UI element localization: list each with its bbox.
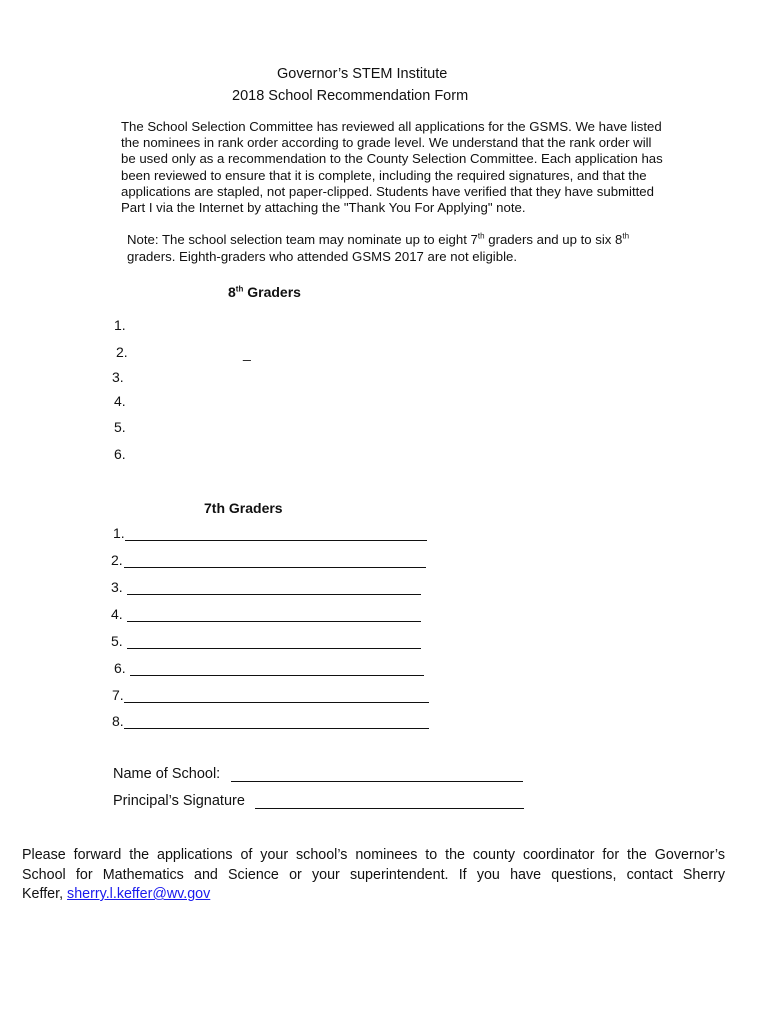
school-name-line[interactable]	[231, 781, 523, 782]
eighth-item-2: 2.	[116, 344, 128, 360]
seventh-item-6: 6.	[114, 660, 126, 676]
eighth-item-4: 4.	[114, 393, 126, 409]
form-title: Governor’s STEM Institute	[277, 66, 448, 82]
stray-underscore: _	[243, 345, 251, 361]
seventh-line-7[interactable]	[124, 702, 429, 703]
note-line-1: Note: The school selection team may nominate up to eight 7th graders and up to six 8th	[127, 231, 630, 247]
seventh-line-5[interactable]	[127, 648, 421, 649]
intro-line: Part I via the Internet by attaching the "Thank You For Applying" note.	[121, 200, 526, 216]
eighth-item-6: 6.	[114, 446, 126, 462]
seventh-item-2: 2.	[111, 552, 123, 568]
footer-line-3: Keffer, sherry.l.keffer@wv.gov	[22, 886, 211, 902]
eighth-item-3: 3.	[112, 369, 124, 385]
seventh-item-4: 4.	[111, 606, 123, 622]
footer-line-1: Please forward the applications of your school’s nominees to the county coordinator for the Governor’s	[22, 847, 725, 863]
intro-line: The School Selection Committee has reviewed all applications for the GSMS. We have listed	[121, 119, 662, 134]
seventh-item-5: 5.	[111, 633, 123, 649]
intro-line: the nominees in rank order according to grade level. We understand that the rank order will	[121, 135, 652, 151]
seventh-item-1: 1.	[113, 525, 125, 541]
eighth-graders-heading: 8th Graders	[228, 284, 301, 300]
intro-line: been reviewed to ensure that it is complete, including the required signatures, and that the	[121, 167, 647, 183]
seventh-line-2[interactable]	[124, 567, 426, 568]
intro-line: applications are stapled, not paper-clipped. Students have verified that they have submitted	[121, 183, 654, 199]
form-subtitle: 2018 School Recommendation Form	[232, 88, 469, 104]
seventh-item-7: 7.	[112, 687, 124, 703]
school-name-label: Name of School:	[113, 766, 221, 782]
seventh-item-8: 8.	[112, 713, 124, 729]
footer-instructions	[22, 846, 725, 905]
seventh-line-6[interactable]	[130, 675, 424, 676]
principal-signature-line[interactable]	[255, 808, 524, 809]
seventh-graders-heading: 7th Graders	[204, 500, 283, 516]
eighth-item-1: 1.	[114, 317, 126, 333]
seventh-item-3: 3.	[111, 579, 123, 595]
seventh-line-3[interactable]	[127, 594, 421, 595]
seventh-line-8[interactable]	[124, 728, 429, 729]
seventh-line-4[interactable]	[127, 621, 421, 622]
seventh-line-1[interactable]	[125, 540, 427, 541]
footer-line-2: School for Mathematics and Science or your superintendent. If you have questions, contact Sherry	[22, 866, 725, 883]
contact-email-link[interactable]: sherry.l.keffer@wv.gov	[67, 886, 211, 902]
principal-signature-label: Principal’s Signature	[113, 793, 245, 809]
intro-paragraph	[121, 119, 711, 216]
eligibility-note	[127, 231, 707, 265]
intro-line: be used only as a recommendation to the County Selection Committee. Each application has	[121, 151, 663, 167]
note-line-2: graders. Eighth-graders who attended GSMS 2017 are not eligible.	[127, 249, 517, 264]
eighth-item-5: 5.	[114, 419, 126, 435]
